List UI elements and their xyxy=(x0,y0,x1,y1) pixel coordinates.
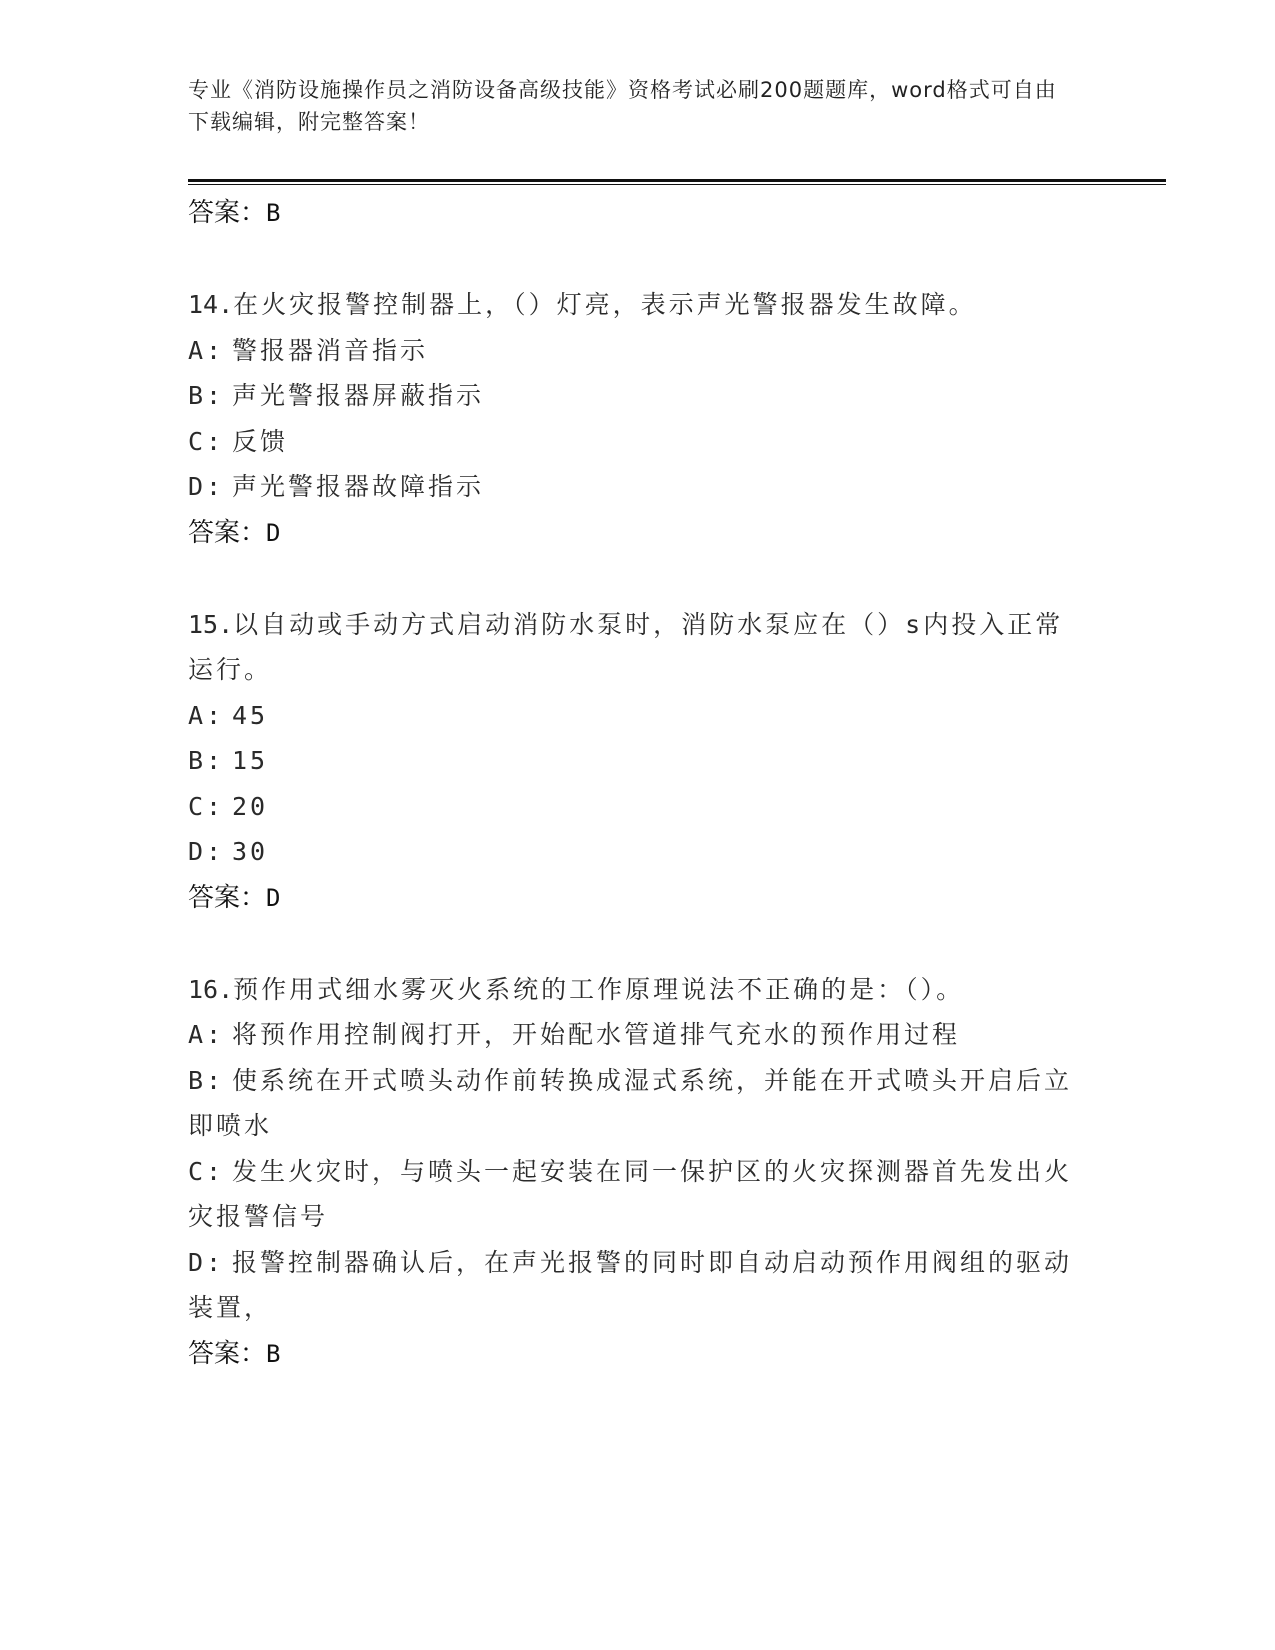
option-b xyxy=(188,373,1088,419)
option-text: 报警控制器确认后，在声光报警的同时即自动启动预作用阀组的驱动装置， xyxy=(188,1247,1073,1322)
question-14 xyxy=(188,282,1088,556)
answer-value: D xyxy=(266,518,281,547)
option-text: 反馈 xyxy=(232,426,289,456)
option-c xyxy=(188,784,1088,830)
option-key: B: xyxy=(188,1065,225,1095)
question-text: 在火灾报警控制器上，（）灯亮，表示声光警报器发生故障。 xyxy=(233,290,977,319)
answer-line xyxy=(188,510,1088,556)
option-b xyxy=(188,1058,1088,1149)
option-d xyxy=(188,1240,1088,1331)
option-text: 15 xyxy=(232,746,269,775)
answer-line xyxy=(188,190,1088,236)
option-text: 警报器消音指示 xyxy=(232,335,429,365)
option-key: A: xyxy=(188,700,225,730)
question-16 xyxy=(188,967,1088,1377)
option-key: D: xyxy=(188,472,225,501)
answer-label: 答案： xyxy=(188,198,267,228)
question-number: 14. xyxy=(188,290,234,319)
option-key: B: xyxy=(188,381,225,410)
option-key: D: xyxy=(188,1247,225,1277)
question-stem xyxy=(188,282,1088,328)
question-number: 15. xyxy=(188,609,234,639)
option-a xyxy=(188,693,1088,739)
option-text: 发生火灾时，与喷头一起安装在同一保护区的火灾探测器首先发出火灾报警信号 xyxy=(188,1156,1073,1231)
answer-value: B xyxy=(266,1339,281,1368)
option-c xyxy=(188,1149,1088,1240)
option-text: 声光警报器屏蔽指示 xyxy=(232,381,485,410)
question-list xyxy=(188,190,1088,1377)
question-text: 预作用式细水雾灭火系统的工作原理说法不正确的是：（）。 xyxy=(233,974,965,1004)
option-text: 45 xyxy=(232,700,269,730)
option-key: A: xyxy=(188,335,225,365)
question-15 xyxy=(188,602,1088,921)
option-c xyxy=(188,419,1088,465)
option-a xyxy=(188,328,1088,374)
answer-label: 答案： xyxy=(188,517,267,548)
header-rule-thin xyxy=(188,184,1166,185)
answer-value: B xyxy=(266,199,281,227)
answer-label: 答案： xyxy=(188,1338,267,1369)
option-key: B: xyxy=(188,746,225,775)
option-text: 30 xyxy=(232,837,269,866)
answer-label: 答案： xyxy=(188,882,267,913)
option-key: A: xyxy=(188,1020,225,1049)
question-number: 16. xyxy=(188,974,234,1004)
option-d xyxy=(188,829,1088,875)
option-d xyxy=(188,464,1088,510)
option-key: D: xyxy=(188,837,225,866)
answer-value: D xyxy=(266,883,281,912)
page-header: 专业《消防设施操作员之消防设备高级技能》资格考试必刷200题题库，word格式可自由下载编辑，附完整答案！ xyxy=(188,78,1057,134)
option-key: C: xyxy=(188,1156,225,1186)
answer-line xyxy=(188,875,1088,921)
option-key: C: xyxy=(188,426,225,456)
option-text: 使系统在开式喷头动作前转换成湿式系统，并能在开式喷头开启后立即喷水 xyxy=(188,1065,1073,1140)
question-text: 以自动或手动方式启动消防水泵时，消防水泵应在（）s内投入正常运行。 xyxy=(188,609,1064,684)
option-text: 将预作用控制阀打开，开始配水管道排气充水的预作用过程 xyxy=(232,1020,961,1049)
option-text: 声光警报器故障指示 xyxy=(232,472,485,501)
option-text: 20 xyxy=(232,791,269,821)
question-stem xyxy=(188,602,1088,693)
answer-line xyxy=(188,1331,1088,1377)
header-rule-thick xyxy=(188,179,1166,182)
option-b xyxy=(188,738,1088,784)
question-stem xyxy=(188,967,1088,1013)
option-key: C: xyxy=(188,791,225,821)
option-a xyxy=(188,1012,1088,1058)
